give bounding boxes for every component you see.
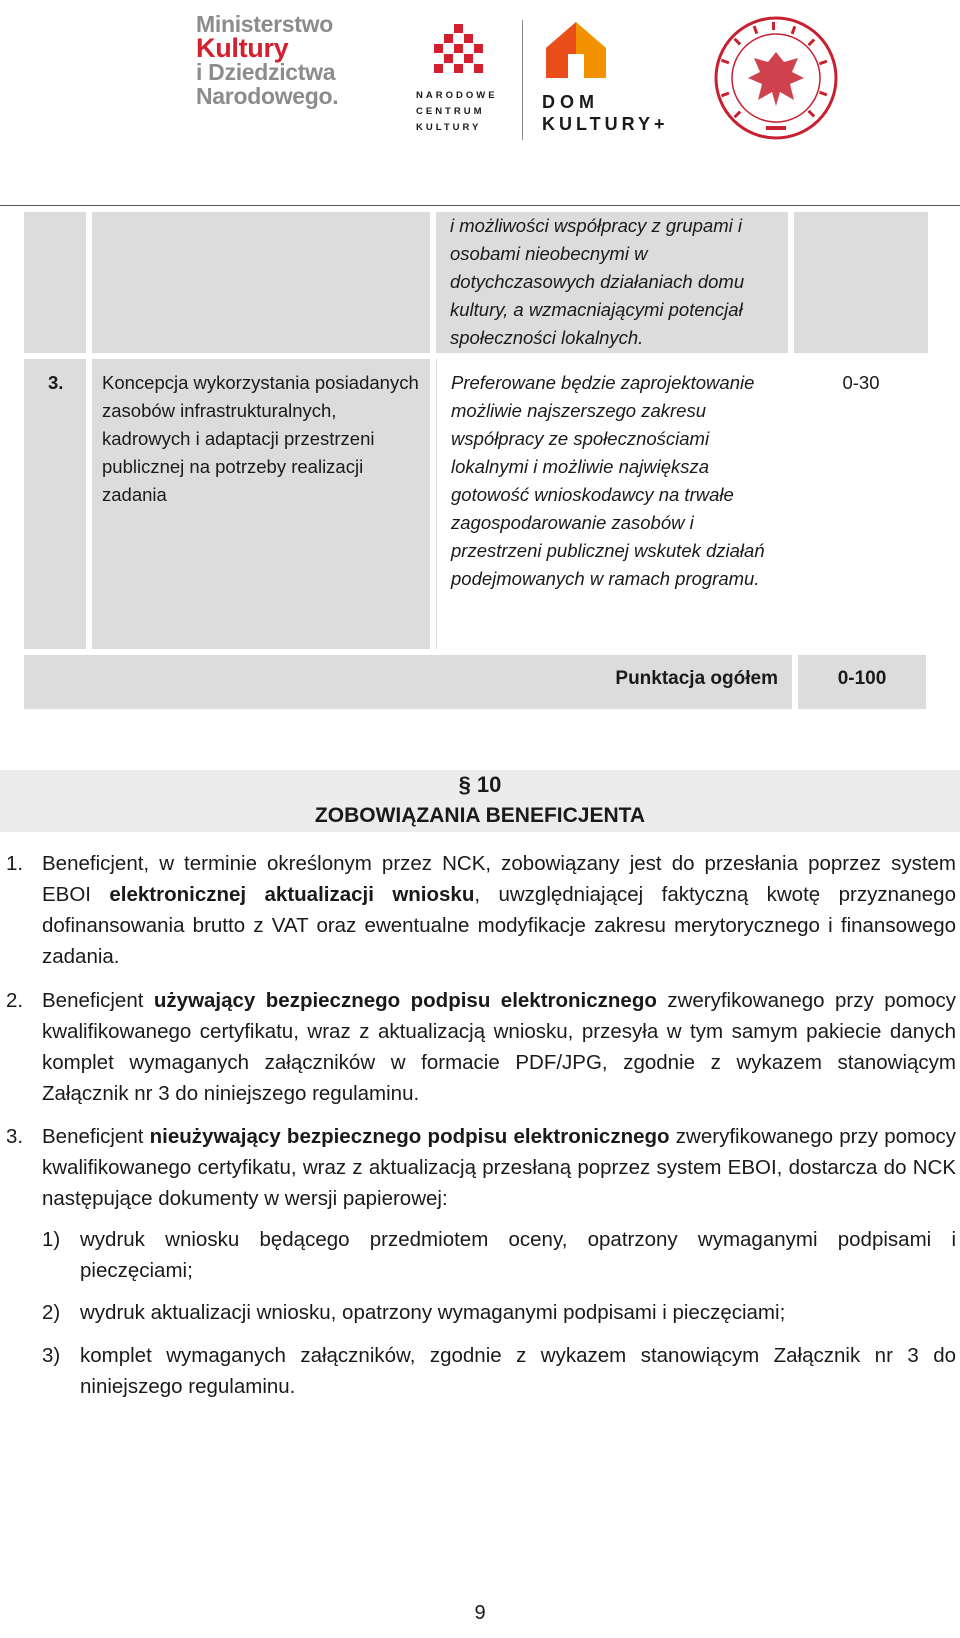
ministry-logo [196,12,338,108]
nck-emblem-icon [434,24,484,74]
nck-logo [416,24,500,136]
ministry-logo-line1: Ministerstwo [196,11,333,37]
house-icon [542,18,610,80]
dk-logo-line1: DOM [542,92,599,112]
sub-item-3: komplet wymaganych załączników, zgodnie z wykazem stanowiącym Załącznik nr 3 do niniejszego regulaminu. [80,1344,956,1398]
table-cell-desc-cont: i możliwości współpracy z grupami i osobami nieobecnymi w dotychczasowych działaniach domu kultury, a wzmacniającymi potencjał społeczności lokalnych. [436,212,788,353]
dom-kultury-logo [542,18,669,135]
page-number: 9 [474,1602,486,1624]
table-row3-criterion: Koncepcja wykorzystania posiadanych zasobów infrastrukturalnych, kadrowych i adaptacji przestrzeni publicznej na potrzeby realizacji zadania [92,359,430,649]
nck-logo-line2: CENTRUM [416,106,485,117]
table-total-row [24,655,792,709]
dk-logo-line2: KULTURY+ [542,114,669,134]
header-rule [0,205,960,206]
ministry-logo-line2: Kultury [196,33,289,63]
list-item-2-number: 2. [6,989,24,1012]
table-cell-num-cont [24,212,86,353]
list-item-2: Beneficjent używający bezpiecznego podpisu elektronicznego zweryfikowanego przy pomocy kwalifikowanego certyfikatu, wraz z aktualizacją wniosku, przesyła w tym samym pakiecie danych komplet wymaganych załączników w formacie PDF/JPG, zgodnie z wykazem stanowiącym Załącznik nr 3 do niniejszego regulaminu. [42,989,957,1105]
nck-logo-line3: KULTURY [416,122,482,133]
sub-item-1-number: 1) [42,1228,61,1251]
sub-item-1: wydruk wniosku będącego przedmiotem oceny, opatrzony wymaganymi podpisami i pieczęciami; [80,1228,956,1282]
table-row3-description: Preferowane będzie zaprojektowanie możliwie najszerszego zakresu współpracy ze społecznościami lokalnymi i możliwie największa gotowość wnioskodawcy na trwałe zagospodarowanie zasobów i przestrzeni publicznej wskutek działań podejmowanych w ramach programu. [436,359,788,649]
list-item-3-number: 3. [6,1125,24,1148]
section-number: § 10 [458,772,502,797]
table-row3-num: 3. [24,359,86,649]
eagle-seal-icon [712,14,840,142]
table-cell-points-cont [794,212,928,353]
list-item-1-number: 1. [6,852,24,875]
table-cell-criterion-cont [92,212,430,353]
logo-divider [522,20,523,140]
section-title: ZOBOWIĄZANIA BENEFICJENTA [314,804,646,827]
ministry-logo-line4: Narodowego. [196,83,339,109]
page-header [0,0,960,200]
list-item-3: Beneficjent nieużywający bezpiecznego podpisu elektronicznego zweryfikowanego przy pomocy kwalifikowanego certyfikatu, wraz z aktualizacją przesłaną poprzez system EBOI, dostarcza do NCK następujące dokumenty w wersji papierowej: [42,1125,956,1210]
sub-item-2-number: 2) [42,1301,61,1324]
table-row3-points: 0-30 [794,359,928,649]
sub-item-3-number: 3) [42,1344,61,1367]
total-value: 0-100 [792,655,926,709]
nck-logo-line1: NARODOWE [416,90,498,101]
list-item-1: Beneficjent, w terminie określonym przez NCK, zobowiązany jest do przesłania poprzez system EBOI elektronicznej aktualizacji wniosku, uwzględniającej faktyczną kwotę przyznanego dofinansowania brutto z VAT oraz ewentualne modyfikacje zakresu merytorycznego i finansowego zadania. [42,852,956,968]
total-label: Punktacja ogółem [615,668,778,689]
sub-item-2: wydruk aktualizacji wniosku, opatrzony wymaganymi podpisami i pieczęciami; [80,1301,786,1324]
obywatele-kultury-seal [712,14,840,147]
ministry-logo-line3: i Dziedzictwa [196,59,336,85]
